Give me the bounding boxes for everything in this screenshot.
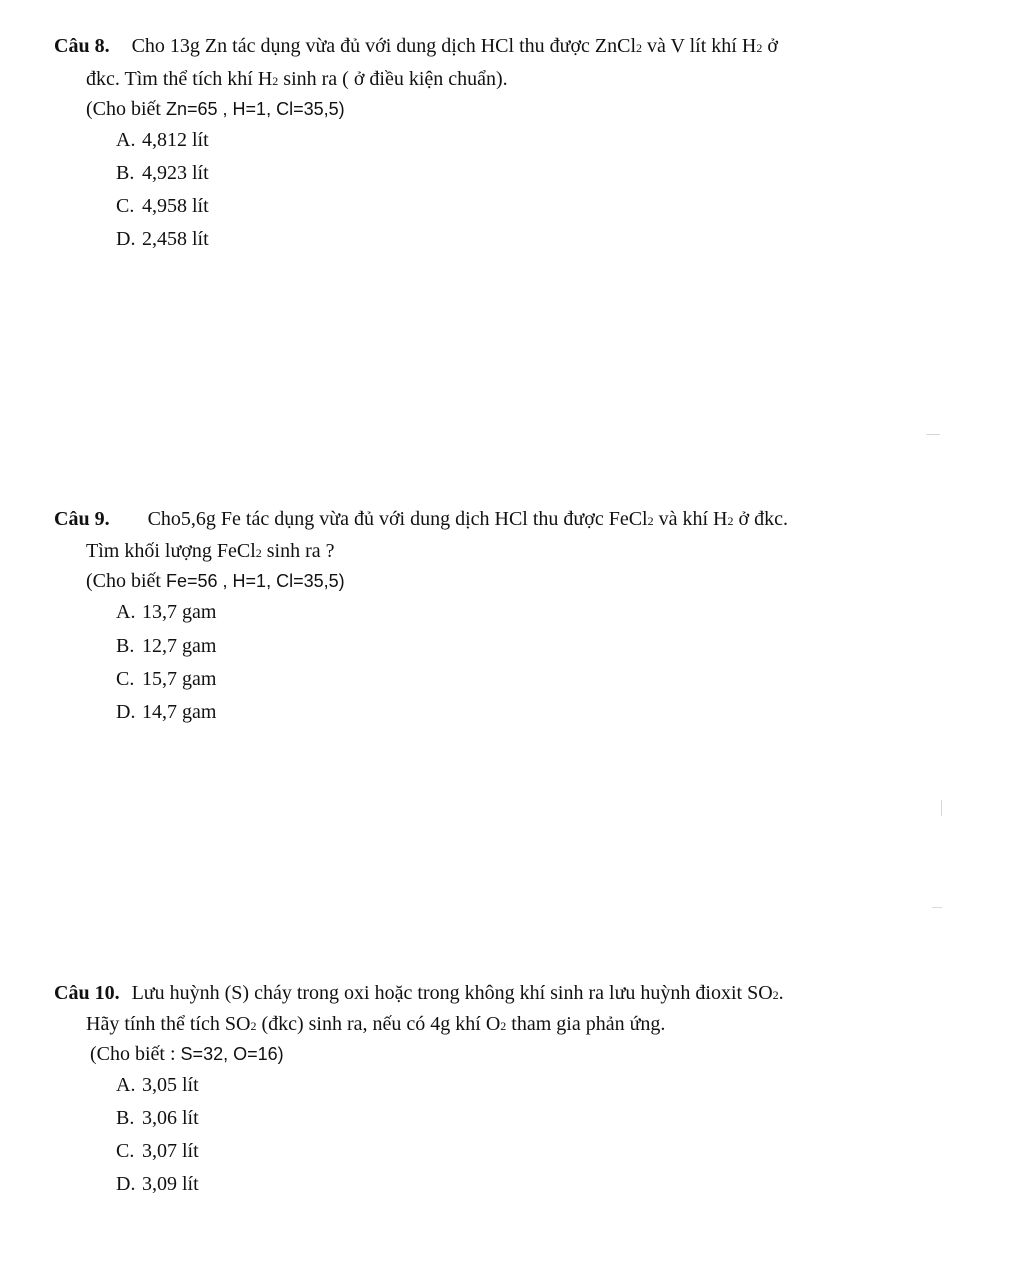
question-10-stem-line-1: Câu 10. Lưu huỳnh (S) cháy trong oxi hoặc trong không khí sinh ra lưu huỳnh đioxit SO2. (54, 982, 784, 1004)
page-mark (932, 907, 942, 908)
question-8-option-d[interactable]: D. 2,458 lít (116, 228, 209, 250)
question-8-stem-line-1: Câu 8. Cho 13g Zn tác dụng vừa đủ với dung dịch HCl thu được ZnCl2 và V lít khí H2 ở (54, 35, 778, 57)
question-10-option-c[interactable]: C. 3,07 lít (116, 1140, 199, 1162)
question-10-option-b[interactable]: B. 3,06 lít (116, 1107, 199, 1129)
question-9-given: (Cho biết Fe=56 , H=1, Cl=35,5) (86, 570, 345, 592)
question-9-option-d[interactable]: D. 14,7 gam (116, 701, 217, 723)
question-9-label: Câu 9. (54, 508, 110, 530)
question-10-stem-line-2: Hãy tính thể tích SO2 (đkc) sinh ra, nếu có 4g khí O2 tham gia phản ứng. (86, 1013, 666, 1035)
question-9-stem-line-2: Tìm khối lượng FeCl2 sinh ra ? (86, 540, 335, 562)
question-8-label: Câu 8. (54, 35, 110, 57)
question-10-option-d[interactable]: D. 3,09 lít (116, 1173, 199, 1195)
question-10-option-a[interactable]: A. 3,05 lít (116, 1074, 199, 1096)
question-10-label: Câu 10. (54, 982, 120, 1004)
question-8-stem-line-2: đkc. Tìm thể tích khí H2 sinh ra ( ở điều kiện chuẩn). (86, 68, 508, 90)
page-mark (941, 800, 942, 816)
question-9-option-c[interactable]: C. 15,7 gam (116, 668, 217, 690)
question-8-option-a[interactable]: A. 4,812 lít (116, 129, 209, 151)
question-9-stem-line-1: Câu 9. Cho5,6g Fe tác dụng vừa đủ với dung dịch HCl thu được FeCl2 và khí H2 ở đkc. (54, 508, 788, 530)
question-8-option-c[interactable]: C. 4,958 lít (116, 195, 209, 217)
question-10-given: (Cho biết : S=32, O=16) (90, 1043, 284, 1065)
question-8-option-b[interactable]: B. 4,923 lít (116, 162, 209, 184)
question-9-option-a[interactable]: A. 13,7 gam (116, 601, 217, 623)
question-9-option-b[interactable]: B. 12,7 gam (116, 635, 217, 657)
page-mark (926, 434, 940, 435)
question-8-given: (Cho biết Zn=65 , H=1, Cl=35,5) (86, 98, 345, 120)
